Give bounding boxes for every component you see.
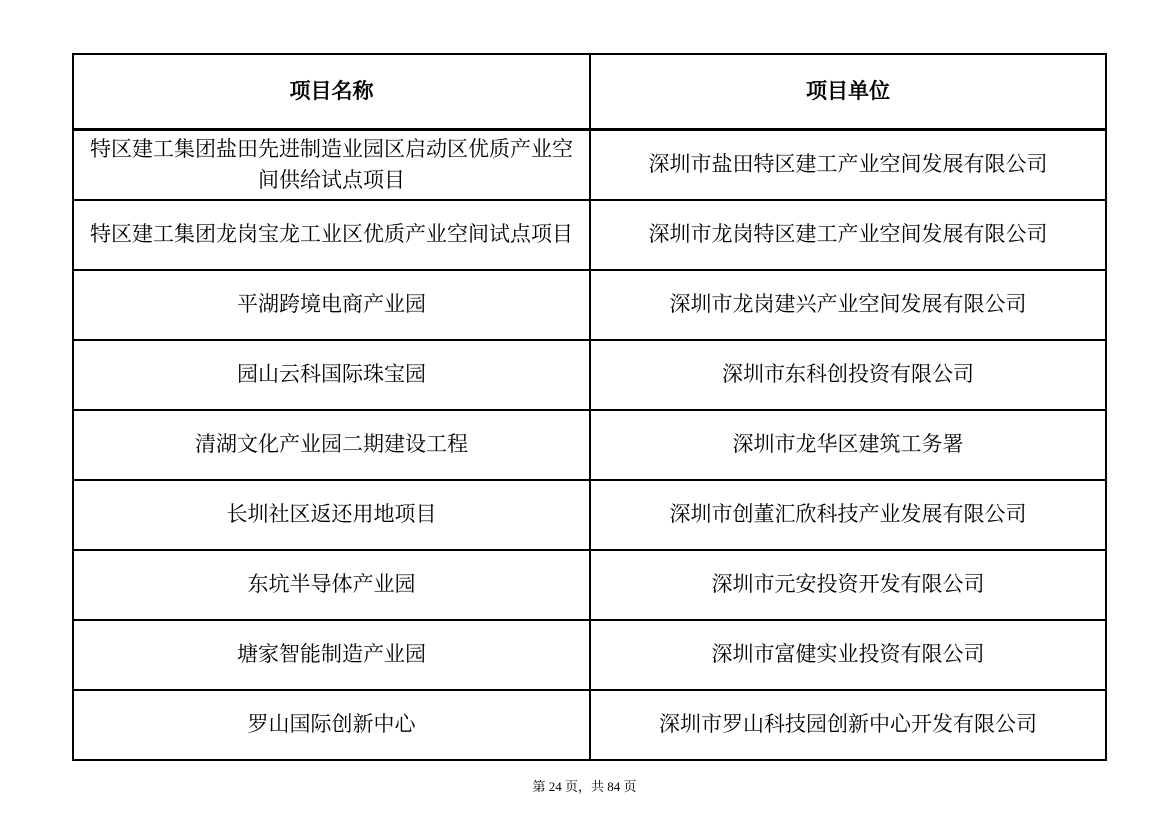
- project-name-cell: 塘家智能制造产业园: [73, 620, 590, 690]
- project-unit-cell: 深圳市创董汇欣科技产业发展有限公司: [590, 480, 1106, 550]
- table-row: [73, 550, 1106, 620]
- project-unit-cell: 深圳市龙岗特区建工产业空间发展有限公司: [590, 200, 1106, 270]
- project-unit-cell: 深圳市富健实业投资有限公司: [590, 620, 1106, 690]
- project-name-cell: 清湖文化产业园二期建设工程: [73, 410, 590, 480]
- table-row: [73, 270, 1106, 340]
- project-name-cell: 特区建工集团盐田先进制造业园区启动区优质产业空间供给试点项目: [73, 130, 590, 201]
- project-unit-cell: 深圳市盐田特区建工产业空间发展有限公司: [590, 130, 1106, 201]
- table-row: [73, 480, 1106, 550]
- table-row: [73, 410, 1106, 480]
- project-unit-cell: 深圳市东科创投资有限公司: [590, 340, 1106, 410]
- page-number-indicator: 第 24 页，共 84 页: [532, 779, 637, 794]
- column-header-project-name: 项目名称: [73, 54, 590, 130]
- project-unit-cell: 深圳市龙岗建兴产业空间发展有限公司: [590, 270, 1106, 340]
- project-name-cell: 平湖跨境电商产业园: [73, 270, 590, 340]
- project-name-cell: 罗山国际创新中心: [73, 690, 590, 760]
- table-row: [73, 340, 1106, 410]
- table-row: [73, 130, 1106, 201]
- project-unit-cell: 深圳市元安投资开发有限公司: [590, 550, 1106, 620]
- header-row: [73, 54, 1106, 130]
- projects-table: [72, 53, 1107, 761]
- project-name-cell: 长圳社区返还用地项目: [73, 480, 590, 550]
- column-header-project-unit: 项目单位: [590, 54, 1106, 130]
- table-row: [73, 690, 1106, 760]
- table-row: [73, 200, 1106, 270]
- table-row: [73, 620, 1106, 690]
- project-name-cell: 园山云科国际珠宝园: [73, 340, 590, 410]
- project-name-cell: 特区建工集团龙岗宝龙工业区优质产业空间试点项目: [73, 200, 590, 270]
- project-unit-cell: 深圳市龙华区建筑工务署: [590, 410, 1106, 480]
- project-name-cell: 东坑半导体产业园: [73, 550, 590, 620]
- project-unit-cell: 深圳市罗山科技园创新中心开发有限公司: [590, 690, 1106, 760]
